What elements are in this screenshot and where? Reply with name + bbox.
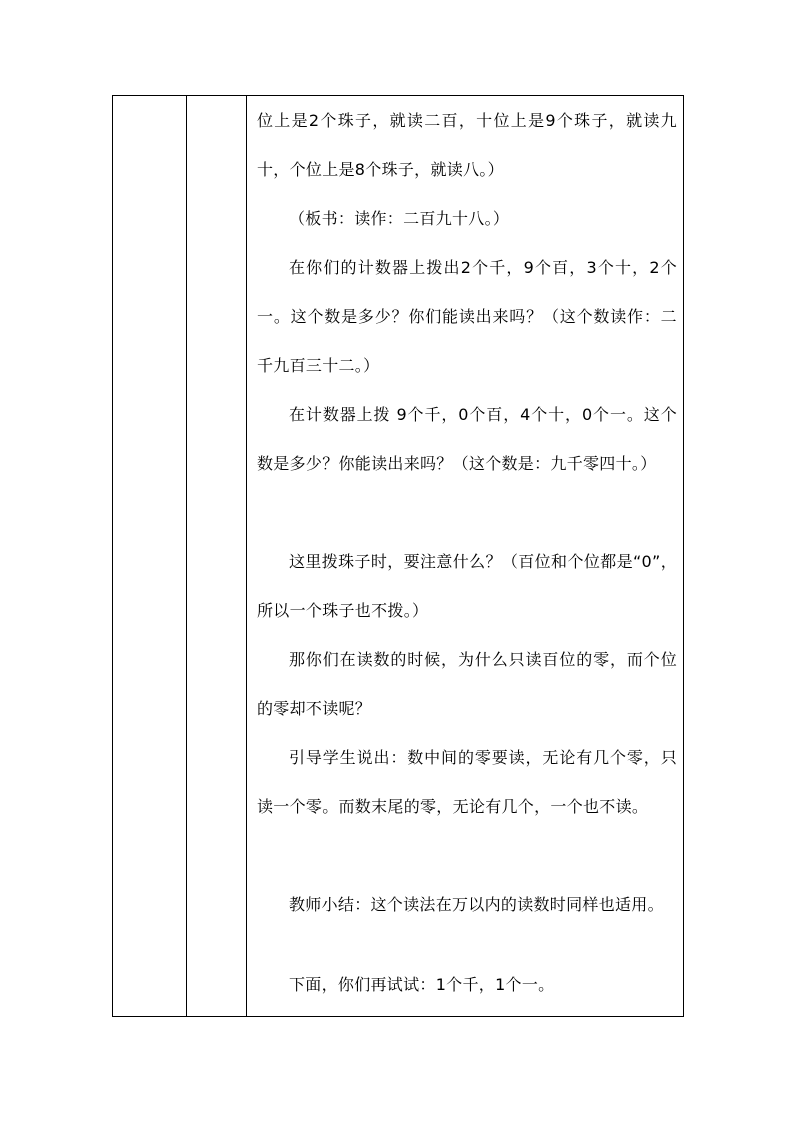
- paragraph-7: 引导学生说出：数中间的零要读，无论有几个零，只读一个零。而数末尾的零，无论有几个，一个也不读。: [257, 748, 677, 816]
- table-column-content: [247, 96, 683, 1016]
- paragraph-6: 那你们在读数的时候，为什么只读百位的零，而个位的零却不读呢？: [257, 650, 677, 718]
- paragraph-5: 这里拨珠子时，要注意什么？（百位和个位都是“0”，所以一个珠子也不拨。）: [257, 552, 677, 620]
- paragraph-9: 下面，你们再试试：1个千，1个一。: [289, 975, 555, 994]
- paragraph-1: 位上是2个珠子，就读二百，十位上是9个珠子，就读九十，个位上是8个珠子，就读八。）: [257, 111, 677, 179]
- table-column-2: [187, 96, 247, 1016]
- paragraph-4: 在计数器上拨 9个千，0个百，4个十，0个一。这个数是多少？你能读出来吗？（这个数是：九千零四十。）: [257, 405, 677, 473]
- paragraph-8: 教师小结：这个读法在万以内的读数时同样也适用。: [289, 895, 664, 914]
- paragraph-2: （板书：读作：二百九十八。）: [289, 209, 510, 228]
- table-column-1: [113, 96, 187, 1016]
- lesson-table: [112, 95, 684, 1017]
- paragraph-3: 在你们的计数器上拨出2个千，9个百，3个十，2个一。这个数是多少？你们能读出来吗？（这个数读作：二千九百三十二。）: [257, 258, 677, 375]
